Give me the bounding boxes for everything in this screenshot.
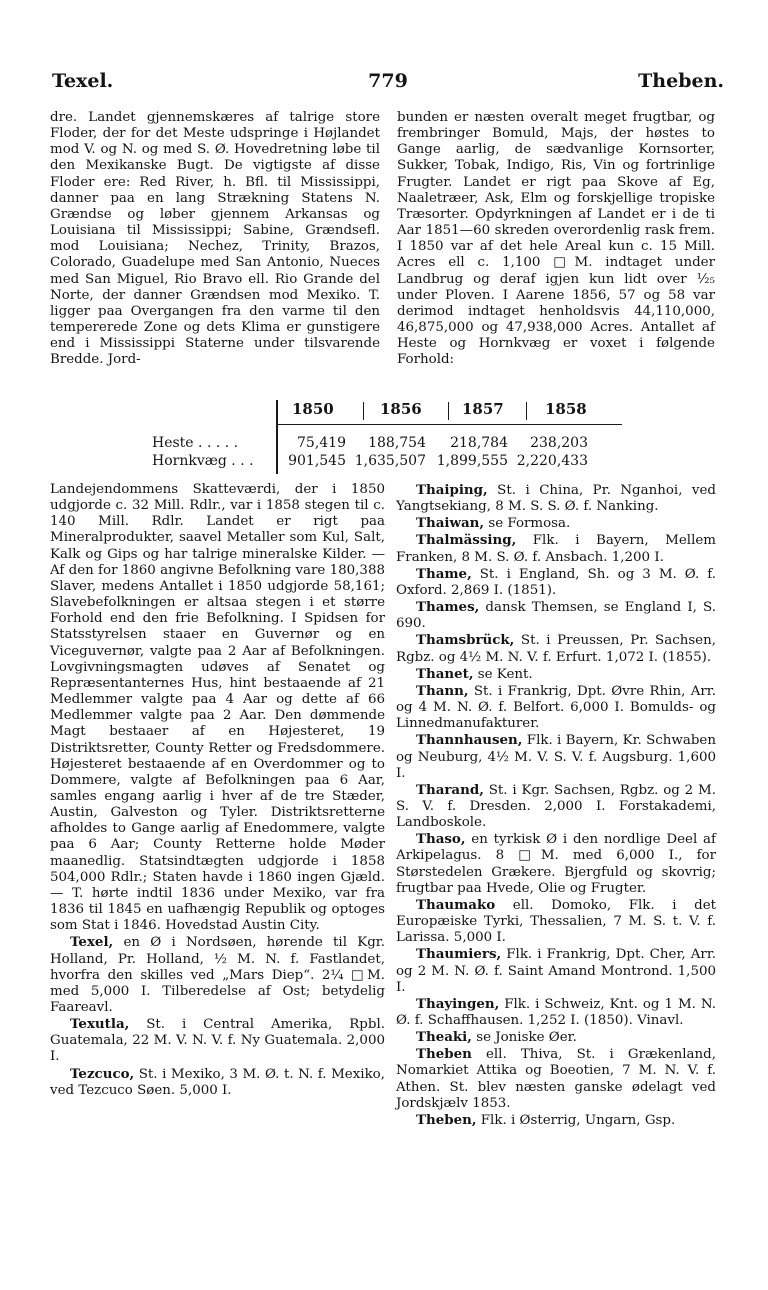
entry-headword: Thann, <box>416 682 469 699</box>
row-label-heste: Heste . . . . . <box>152 435 239 451</box>
entry-headword: Thaso, <box>416 831 466 848</box>
table-cell: 2,220,433 <box>516 453 588 469</box>
texas-text-part-1: dre. Landet gjennemskæres af talrige store Floder, der for det Meste udspringe i Højlandet mod V. og N. og med S. Ø. Hovedretning løbe til den Mexikanske Bugt. De vigtigste af disse Floder ere: Red River, h. Bfl. til Mississippi, danner paa en lang Strækning Statens N. Grændse og løber gjennem Arkansas og Louisiana til Mississippi; Sabine, Grændsefl. mod Louisiana; Nechez, Trinity, Brazos, Colorado, Guadelupe med San Antonio, Nueces med San Miguel, Rio Bravo ell. Rio Grande del Norte, der danner Grændsen mod Mexiko. T. ligger paa Overgangen fra den varme til den tempererede Zone og dets Klima er gunstigere end i Mississippi Staterne under tilsvarende Bredde. Jord- <box>50 110 380 368</box>
entry <box>396 482 716 515</box>
entry-headword: Texel, <box>70 934 114 951</box>
year-header: 1850 <box>292 400 334 418</box>
entry-text: Flk. i Frankrig, Dpt. Cher, Arr. og 2 M. N. Ø. f. Saint Amand Montrond. 1,500 I. <box>396 947 716 995</box>
entry <box>396 532 716 565</box>
entry-text: se Joniske Øer. <box>471 1030 577 1046</box>
entry-headword: Tezcuco, <box>70 1065 135 1082</box>
entry-headword: Thaumiers, <box>416 946 502 963</box>
entry <box>396 996 716 1029</box>
table-cell: 901,545 <box>288 453 346 469</box>
entry-text: dansk Themsen, se England I, S. 690. <box>396 600 716 632</box>
entry-headword: Theben <box>416 1046 472 1063</box>
entry-headword: Texutla, <box>70 1016 130 1033</box>
table-horizontal-rule <box>278 424 622 425</box>
table-cell: 1,635,507 <box>354 453 426 469</box>
entry-headword: Thaumako <box>416 896 496 913</box>
entry-headword: Thaiping, <box>416 482 488 498</box>
header-divider <box>526 402 527 420</box>
header-divider <box>448 402 449 420</box>
year-header: 1856 <box>380 400 422 418</box>
entry-text: ell. Domoko, Flk. i det Europæiske Tyrki, Thessalien, 7 M. S. t. V. f. Larissa. 5,000 I. <box>396 897 716 946</box>
texas-text-part-3: Landejendommens Skatteværdi, der i 1850 udgjorde c. 32 Mill. Rdlr., var i 1858 stegen til c. 140 Mill. Rdlr. Landet er rigt paa Mineralprodukter, saavel Metaller som Kul, Salt, Kalk og Gips og har talrige mineralske Kilder. — Af den for 1860 angivne Befolkning vare 180,388 Slaver, medens Antallet i 1850 udgjorde 58,161; Slavebefolkningen er altsaa stegen i et større Forhold end den frie Befolkning. I Spidsen for Statsstyrelsen staaer en Guvernør og en Viceguvernør, valgte paa 2 Aar af Befolkningen. Lovgivningsmagten udøves af Senatet og Repræsentanternes Hus, hint bestaaende af 21 Medlemmer valgte paa 4 Aar og dette af 66 Medlemmer valgte paa 2 Aar. Den dømmende Magt bestaaer af en Højesteret, 19 Distriktsretter, County Retter og Fredsdommere. Højesteret bestaaende af en Overdommer og to Dommere, valgte af Befolkningen paa 6 Aar, samles engang aarlig i hver af de tre Stæder, Austin, Galveston og Tyler. Distriktsretterne afholdes to Gange aarlig af Enedommere, valgte paa 6 Aar; County Retterne holde Møder maanedlig. Statsindtægten udgjorde i 1858 504,000 Rdlr.; Staten havde i 1860 ingen Gjæld. — T. hørte indtil 1836 under Mexiko, var fra 1836 til 1845 en uafhængig Republik og optoges som Stat i 1846. Hovedstad Austin City. <box>50 482 385 934</box>
entry <box>50 1016 385 1065</box>
bottom-right-column <box>396 482 716 1129</box>
livestock-table <box>152 400 622 474</box>
page-number: 779 <box>368 70 408 92</box>
entry-text: en tyrkisk Ø i den nordlige Deel af Arkipelagus. 8 □M. med 6,000 I., for Størstedelen Grækere. Bjergfuld og skovrig; frugtbar paa Hvede, Olie og Frugter. <box>396 832 716 896</box>
entry-text: Flk. i Bayern, Mellem Franken, 8 M. S. Ø. f. Ansbach. 1,200 I. <box>396 533 716 565</box>
row-label-hornkvaeg: Hornkvæg . . . <box>152 453 254 469</box>
entry <box>396 632 716 665</box>
entry-text: St. i England, Sh. og 3 M. Ø. f. Oxford. 2,869 I. (1851). <box>396 566 716 598</box>
table-vertical-rule <box>276 400 278 474</box>
year-header: 1857 <box>462 400 504 418</box>
entry <box>396 566 716 599</box>
entry-headword: Tharand, <box>416 781 484 798</box>
entry <box>396 897 716 946</box>
header-left-keyword: Texel. <box>52 70 114 92</box>
entry-headword: Thanet, <box>416 665 474 682</box>
entry <box>50 934 385 1016</box>
entry-headword: Theaki, <box>416 1029 472 1046</box>
entry-text: se Kent. <box>473 666 533 682</box>
entry-headword: Thayingen, <box>416 995 500 1012</box>
entry-headword: Thame, <box>416 565 472 582</box>
entry <box>396 782 716 831</box>
entry-text: se Formosa. <box>484 516 571 532</box>
entry <box>396 1112 716 1129</box>
entry-headword: Theben, <box>416 1111 477 1128</box>
entry <box>396 599 716 632</box>
table-cell: 218,784 <box>450 435 508 451</box>
entry-text: Flk. i Schweiz, Knt. og 1 M. N. Ø. f. Schaffhausen. 1,252 I. (1850). Vinavl. <box>396 996 716 1028</box>
entry-headword: Thaiwan, <box>416 515 485 532</box>
table-cell: 75,419 <box>297 435 346 451</box>
entry-text: St. i Central Amerika, Rpbl. Guatemala, 22 M. V. N. V. f. Ny Guatemala. 2,000 I. <box>50 1017 385 1065</box>
top-left-column <box>50 110 380 369</box>
entry-text: St. i Frankrig, Dpt. Øvre Rhin, Arr. og 4 M. N. Ø. f. Belfort. 6,000 I. Bomulds- og Linnedmanufakturer. <box>396 683 716 732</box>
entry-text: St. i China, Pr. Nganhoi, ved Yangtsekiang, 8 M. S. S. Ø. f. Nanking. <box>396 483 716 515</box>
entry <box>396 683 716 732</box>
table-cell: 238,203 <box>530 435 588 451</box>
entry-text: St. i Kgr. Sachsen, Rgbz. og 2 M. S. V. f. Dresden. 2,000 I. Forstakademi, Landboskole. <box>396 782 716 831</box>
top-right-column <box>397 110 715 369</box>
header-divider <box>363 402 364 420</box>
texas-text-part-2: bunden er næsten overalt meget frugtbar, og frembringer Bomuld, Majs, der høstes to Gange aarlig, de sædvanlige Kornsorter, Sukker, Tobak, Indigo, Ris, Vin og fortrinlige Frugter. Landet er rigt paa Skove af Eg, Naaletræer, Ask, Elm og forskjellige tropiske Træsorter. Opdyrkningen af Landet er i de ti Aar 1851—60 skreden overordenlig rask frem. I 1850 var af det hele Areal kun c. 15 Mill. Acres ell c. 1,100 □M. indtaget under Landbrug og deraf igjen kun lidt over ¹⁄₂₅ under Ploven. I Aarene 1856, 57 og 58 var derimod indtaget henholdsvis 44,110,000, 46,875,000 og 47,938,000 Acres. Antallet af Heste og Hornkvæg er voxet i følgende Forhold: <box>397 110 715 368</box>
entry-headword: Thannhausen, <box>416 732 523 749</box>
entry <box>396 1029 716 1046</box>
table-cell: 188,754 <box>368 435 426 451</box>
entry <box>396 831 716 897</box>
entry <box>396 515 716 532</box>
entry <box>50 1066 385 1099</box>
entry <box>396 732 716 781</box>
entry <box>396 666 716 683</box>
entry-text: Flk. i Østerrig, Ungarn, Gsp. <box>476 1112 676 1128</box>
table-cell: 1,899,555 <box>436 453 508 469</box>
entry-text: en Ø i Nordsøen, hørende til Kgr. Holland, Pr. Holland, ½ M. N. f. Fastlandet, hvorfra den skilles ved „Mars Diep“. 2¼ □M. med 5,000 I. Tilberedelse af Ost; betydelig Faareavl. <box>50 935 385 1015</box>
page-header <box>52 70 724 100</box>
entry-text: St. i Preussen, Pr. Sachsen, Rgbz. og 4½ M. N. V. f. Erfurt. 1,072 I. (1855). <box>396 633 716 665</box>
entry-text: ell. Thiva, St. i Grækenland, Nomarkiet Attika og Boeotien, 7 M. N. V. f. Athen. St. blev næsten ganske ødelagt ved Jordskjælv 1853. <box>396 1047 716 1111</box>
entry-text: St. i Mexiko, 3 M. Ø. t. N. f. Mexiko, ved Tezcuco Søen. 5,000 I. <box>50 1066 385 1098</box>
year-header: 1858 <box>545 400 587 418</box>
entry-text: Flk. i Bayern, Kr. Schwaben og Neuburg, 4½ M. V. S. V. f. Augsburg. 1,600 I. <box>396 733 716 781</box>
entry-headword: Thames, <box>416 599 480 616</box>
entry-headword: Thalmässing, <box>416 532 517 549</box>
bottom-left-column <box>50 482 385 1099</box>
entry <box>396 946 716 995</box>
entry-headword: Thamsbrück, <box>416 632 515 649</box>
entry <box>396 1046 716 1112</box>
header-right-keyword: Theben. <box>638 70 724 92</box>
